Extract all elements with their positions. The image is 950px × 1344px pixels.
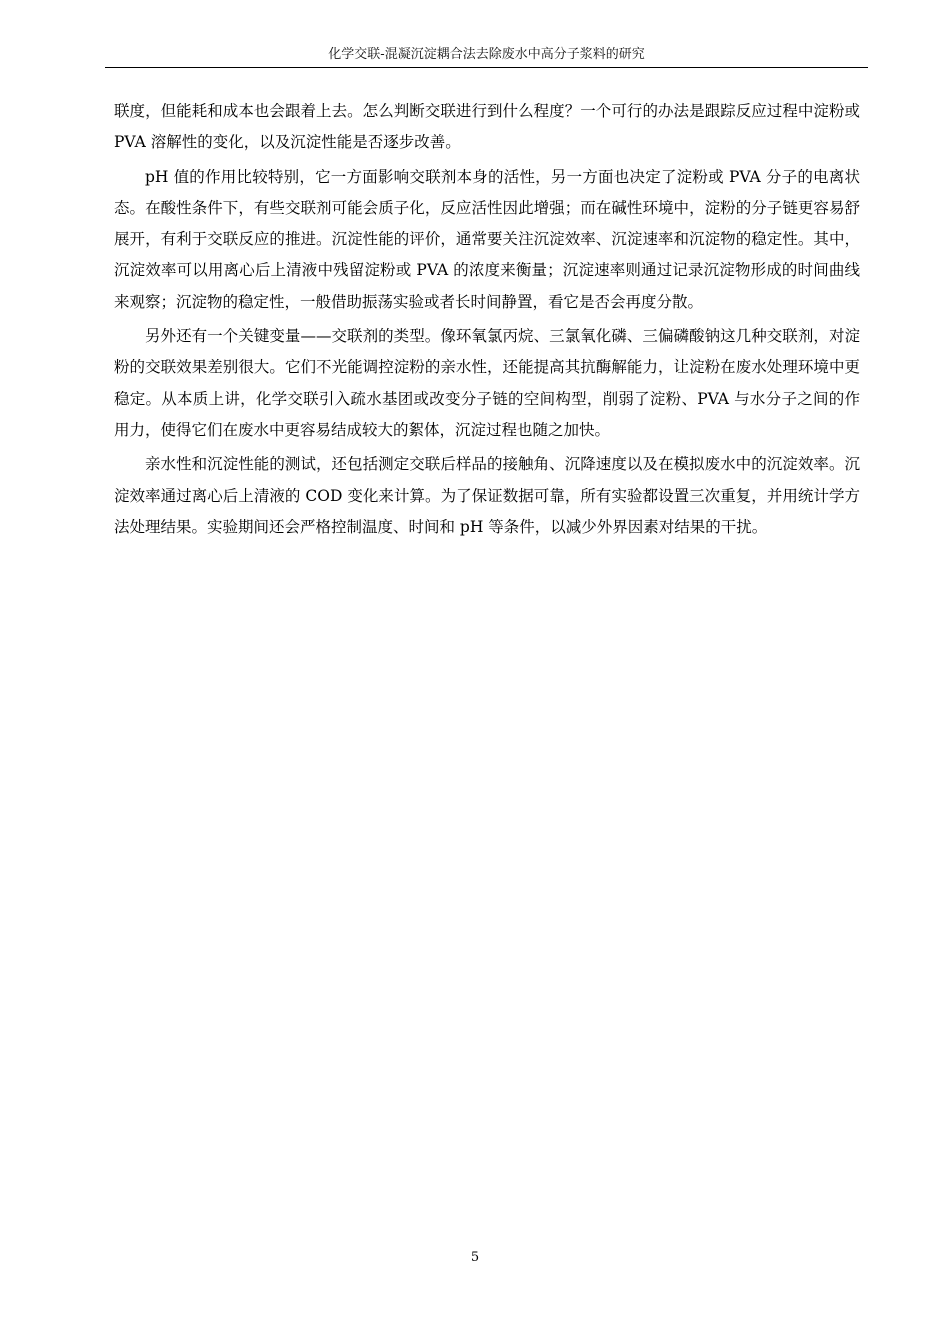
paragraph-continued: 联度，但能耗和成本也会跟着上去。怎么判断交联进行到什么程度？一个可行的办法是跟踪反应过程中淀粉或 PVA 溶解性的变化，以及沉淀性能是否逐步改善。 (114, 102, 860, 152)
running-title: 化学交联-混凝沉淀耦合法去除废水中高分子浆料的研究 (328, 47, 645, 62)
paragraph-testing: 亲水性和沉淀性能的测试，还包括测定交联后样品的接触角、沉降速度以及在模拟废水中的沉淀效率。沉淀效率通过离心后上清液的 COD 变化来计算。为了保证数据可靠，所有实验都设置三次重复，并用统计学方法处理结果。实验期间还会严格控制温度、时间和 pH 等条件，以减少外界因素对结果的干扰。 (114, 455, 860, 536)
page-number: 5 (470, 1250, 480, 1265)
paragraph-ph: pH 值的作用比较特别，它一方面影响交联剂本身的活性，另一方面也决定了淀粉或 PVA 分子的电离状态。在酸性条件下，有些交联剂可能会质子化，反应活性因此增强；而在碱性环境中，淀粉的分子链更容易舒展开，有利于交联反应的推进。沉淀性能的评价，通常要关注沉淀效率、沉淀速率和沉淀物的稳定性。其中，沉淀效率可以用离心后上清液中残留淀粉或 PVA 的浓度来衡量；沉淀速率则通过记录沉淀物形成的时间曲线来观察；沉淀物的稳定性，一般借助振荡实验或者长时间静置，看它是否会再度分散。 (114, 167, 860, 311)
page-header (105, 48, 868, 68)
body-text (114, 96, 860, 546)
paragraph-crosslinker-type: 另外还有一个关键变量——交联剂的类型。像环氧氯丙烷、三氯氧化磷、三偏磷酸钠这几种交联剂，对淀粉的交联效果差别很大。它们不光能调控淀粉的亲水性，还能提高其抗酶解能力，让淀粉在废水处理环境中更稳定。从本质上讲，化学交联引入疏水基团或改变分子链的空间构型，削弱了淀粉、PVA 与水分子之间的作用力，使得它们在废水中更容易结成较大的絮体，沉淀过程也随之加快。 (114, 327, 860, 439)
